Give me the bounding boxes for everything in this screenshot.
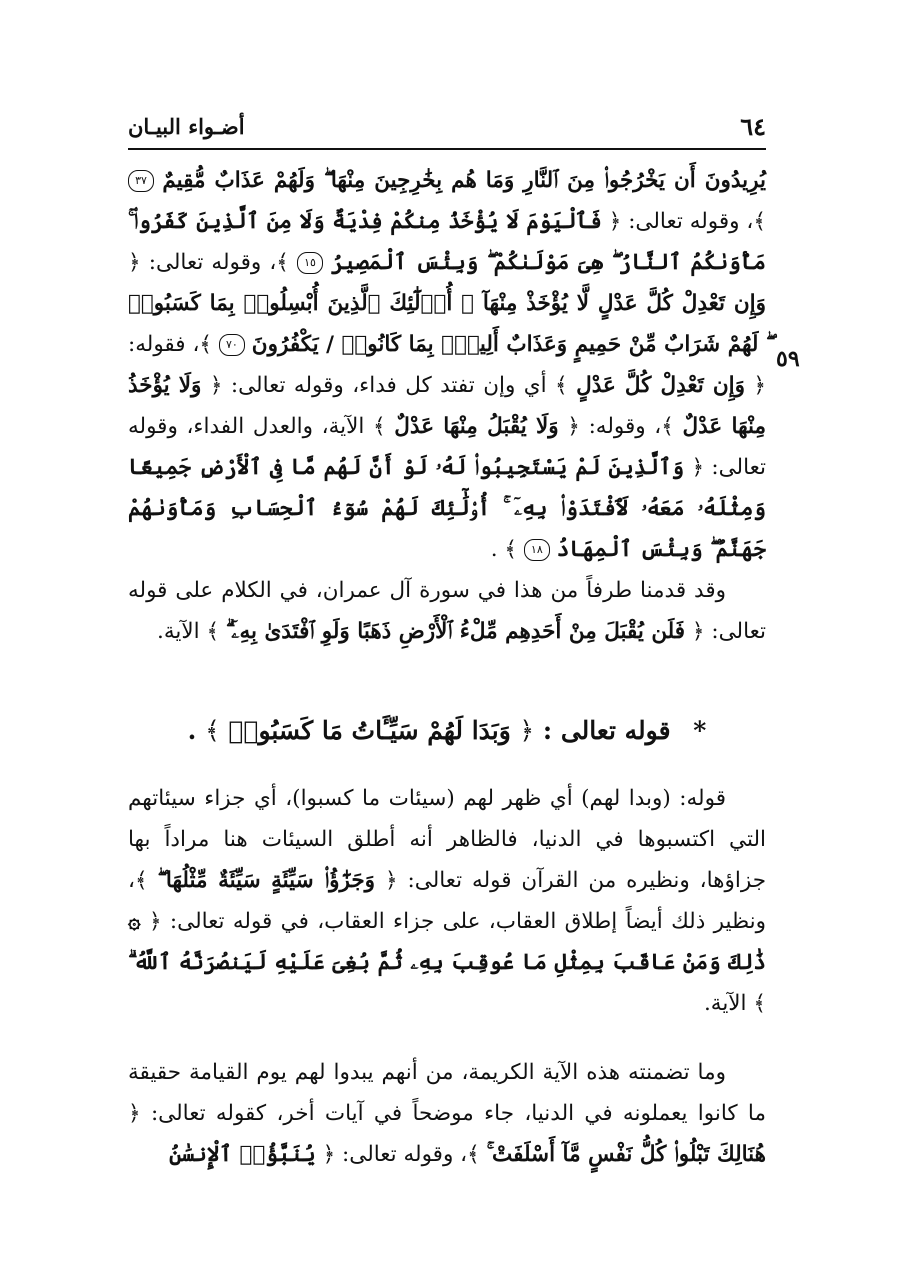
paragraph-4 [128,1052,766,1175]
open-bracket: ﴿ [691,619,705,644]
paragraph-2 [128,570,766,652]
open-bracket: ﴿ [148,909,162,934]
body-text: . [490,537,498,562]
close-bracket: ﴾ [661,414,674,439]
quran-verse: وَلَا يُؤْخَذُ مِنْهَا عَدْلٌ [128,373,766,439]
ayah-number: ٧٠ [219,334,245,356]
paragraph-3 [128,778,766,1024]
body-text: ، وقوله: [588,414,662,439]
close-bracket: ﴾ [504,537,517,562]
close-bracket: ﴾ [276,250,289,275]
open-bracket: ﴿ [691,455,705,480]
close-bracket: ﴾ [373,414,386,439]
quran-verse: ۞ ذَٰلِكَ وَمَنْ عَاقَبَ بِمِثْلِ مَا عُوقِبَ بِهِۦ ثُمَّ بُغِىَ عَلَيْهِ لَيَنصُرَنَّهُ ٱللَّهُ ۗ [128,909,766,975]
margin-page-marker: ٥٩ [776,346,800,372]
body-text: قوله: (وبدا لهم) أي ظهر لهم (سيئات ما كسبوا)، أي جزاء سيئاتهم التي اكتسبوها في الدنيا، فالظاهر أنه أطلق السيئات هنا مراداً بها جزاؤها، ونظيره من القرآن قوله تعالى: [128,786,767,893]
quran-verse: هُنَالِكَ تَبْلُوا۟ كُلُّ نَفْسٍ مَّآ أَسْلَفَتْ ۚ [486,1142,766,1167]
open-bracket: ﴿ [128,250,141,275]
quran-verse: يُنَبَّؤُا۟ ٱلْإِنسَٰنُ [169,1142,316,1167]
paragraph-3-text [128,778,766,1024]
open-bracket: ﴿ [753,373,767,398]
heading-verse: وَبَدَا لَهُمْ سَيِّـَٔاتُ مَا كَسَبُوا۟ [228,716,511,745]
close-bracket: ﴾ [753,209,766,234]
body-text: ، فقوله: [128,332,200,357]
paragraph-1 [128,160,766,570]
header-rule [128,148,766,150]
open-bracket: ﴿ [385,868,398,893]
body-text: الآية. [703,991,747,1016]
close-bracket: ﴾ [467,1142,480,1167]
open-bracket: ﴿ [209,373,223,398]
open-bracket: ﴿ [519,716,535,745]
quran-verse: يُرِيدُونَ أَن يَخْرُجُوا۟ مِنَ ٱلنَّارِ وَمَا هُم بِخَٰرِجِينَ مِنْهَا ۖ وَلَهُمْ عَذَابٌ مُّقِيمٌ [162,168,767,193]
paragraph-4-text [128,1052,766,1175]
close-bracket: ﴾ [206,619,220,644]
paragraph-2-text [128,570,766,652]
close-bracket: ﴾ [555,373,568,398]
open-bracket: ﴿ [608,209,622,234]
quran-verse: وَجَزَٰٓؤُا۟ سَيِّئَةٍ سَيِّئَةٌ مِّثْلُهَا ۖ [157,868,376,893]
close-bracket: ﴾ [205,716,220,745]
book-title: أضـواء البيـان [128,114,245,139]
quran-verse: وَلَا يُقْبَلُ مِنْهَا عَدْلٌ [394,414,559,439]
close-bracket: ﴾ [134,868,148,893]
section-heading [128,716,766,745]
quran-verse: وَإِن تَعْدِلْ كُلَّ عَدْلٍ [576,373,745,398]
body-text: الآية، والعدل الفداء، وقوله تعالى: [128,414,766,480]
star-icon: * [693,716,707,745]
quran-verse: وَٱلَّذِينَ لَمْ يَسْتَجِيبُوا۟ لَهُۥ لَوْ أَنَّ لَهُم مَّا فِى ٱلْأَرْضِ جَمِيعًا وَمِثْلَهُۥ مَعَهُۥ لَٱفْتَدَوْا۟ بِهِۦٓ ۚ أُو۟لَٰٓئِكَ لَهُمْ سُوٓءُ ٱلْحِسَابِ وَمَأْوَىٰهُمْ جَهَنَّمُ ۖ وَبِئْسَ ٱلْمِهَادُ [128,455,766,562]
page-number: ٦٤ [740,112,766,141]
body-text: أي وإن تفتد كل فداء، وقوله تعالى: [230,373,547,398]
body-text: ، وقوله تعالى: [628,209,754,234]
open-bracket: ﴿ [128,1101,141,1126]
quran-verse: وَإِن تَعْدِلْ كُلَّ عَدْلٍ لَّا يُؤْخَذْ مِنْهَآ ۗ أُو۟لَٰٓئِكَ ٱلَّذِينَ أُبْسِلُوا۟ بِمَا كَسَبُوا۟ ۖ لَهُمْ شَرَابٌ مِّنْ حَمِيمٍ وَعَذَابٌ أَلِيمٌۢ بِمَا كَانُوا۟ / يَكْفُرُونَ [128,291,767,357]
heading-label: قوله تعالى : [542,716,671,745]
ayah-number: ١٨ [524,539,550,561]
ayah-number: ١٥ [297,252,323,274]
body-text: وما تضمنته هذه الآية الكريمة، من أنهم يبدوا لهم يوم القيامة حقيقة ما كانوا يعملونه في الدنيا، جاء موضحاً في آيات أخر، كقوله تعالى: [128,1060,766,1126]
paragraph-1-text [128,160,766,570]
quran-verse: فَٱلْيَوْمَ لَا يُؤْخَذُ مِنكُمْ فِدْيَةٌ وَلَا مِنَ ٱلَّذِينَ كَفَرُوا۟ ۚ مَأْوَىٰكُمُ ٱلنَّارُ ۖ هِىَ مَوْلَىٰكُمْ ۖ وَبِئْسَ ٱلْمَصِيرُ [128,209,766,275]
ayah-number: ٣٧ [128,170,154,192]
open-bracket: ﴿ [567,414,580,439]
body-text: ، وقوله تعالى: [342,1142,468,1167]
quran-verse: فَلَن يُقْبَلَ مِنْ أَحَدِهِم مِّلْءُ ٱلْأَرْضِ ذَهَبًا وَلَوِ ٱفْتَدَىٰ بِهِۦٓ ۗ [225,619,686,644]
body-text: وقد قدمنا طرفاً من هذا في سورة آل عمران، في الكلام على قوله تعالى: [128,578,766,644]
running-header [128,112,766,144]
body-text: الآية. [157,619,200,644]
close-bracket: ﴾ [753,991,766,1016]
open-bracket: ﴿ [322,1142,336,1167]
heading-end: . [187,716,197,745]
close-bracket: ﴾ [199,332,213,357]
body-text: ، ونظير ذلك أيضاً إطلاق العقاب، على جزاء العقاب، في قوله تعالى: [128,868,766,934]
body-text: ، وقوله تعالى: [148,250,277,275]
